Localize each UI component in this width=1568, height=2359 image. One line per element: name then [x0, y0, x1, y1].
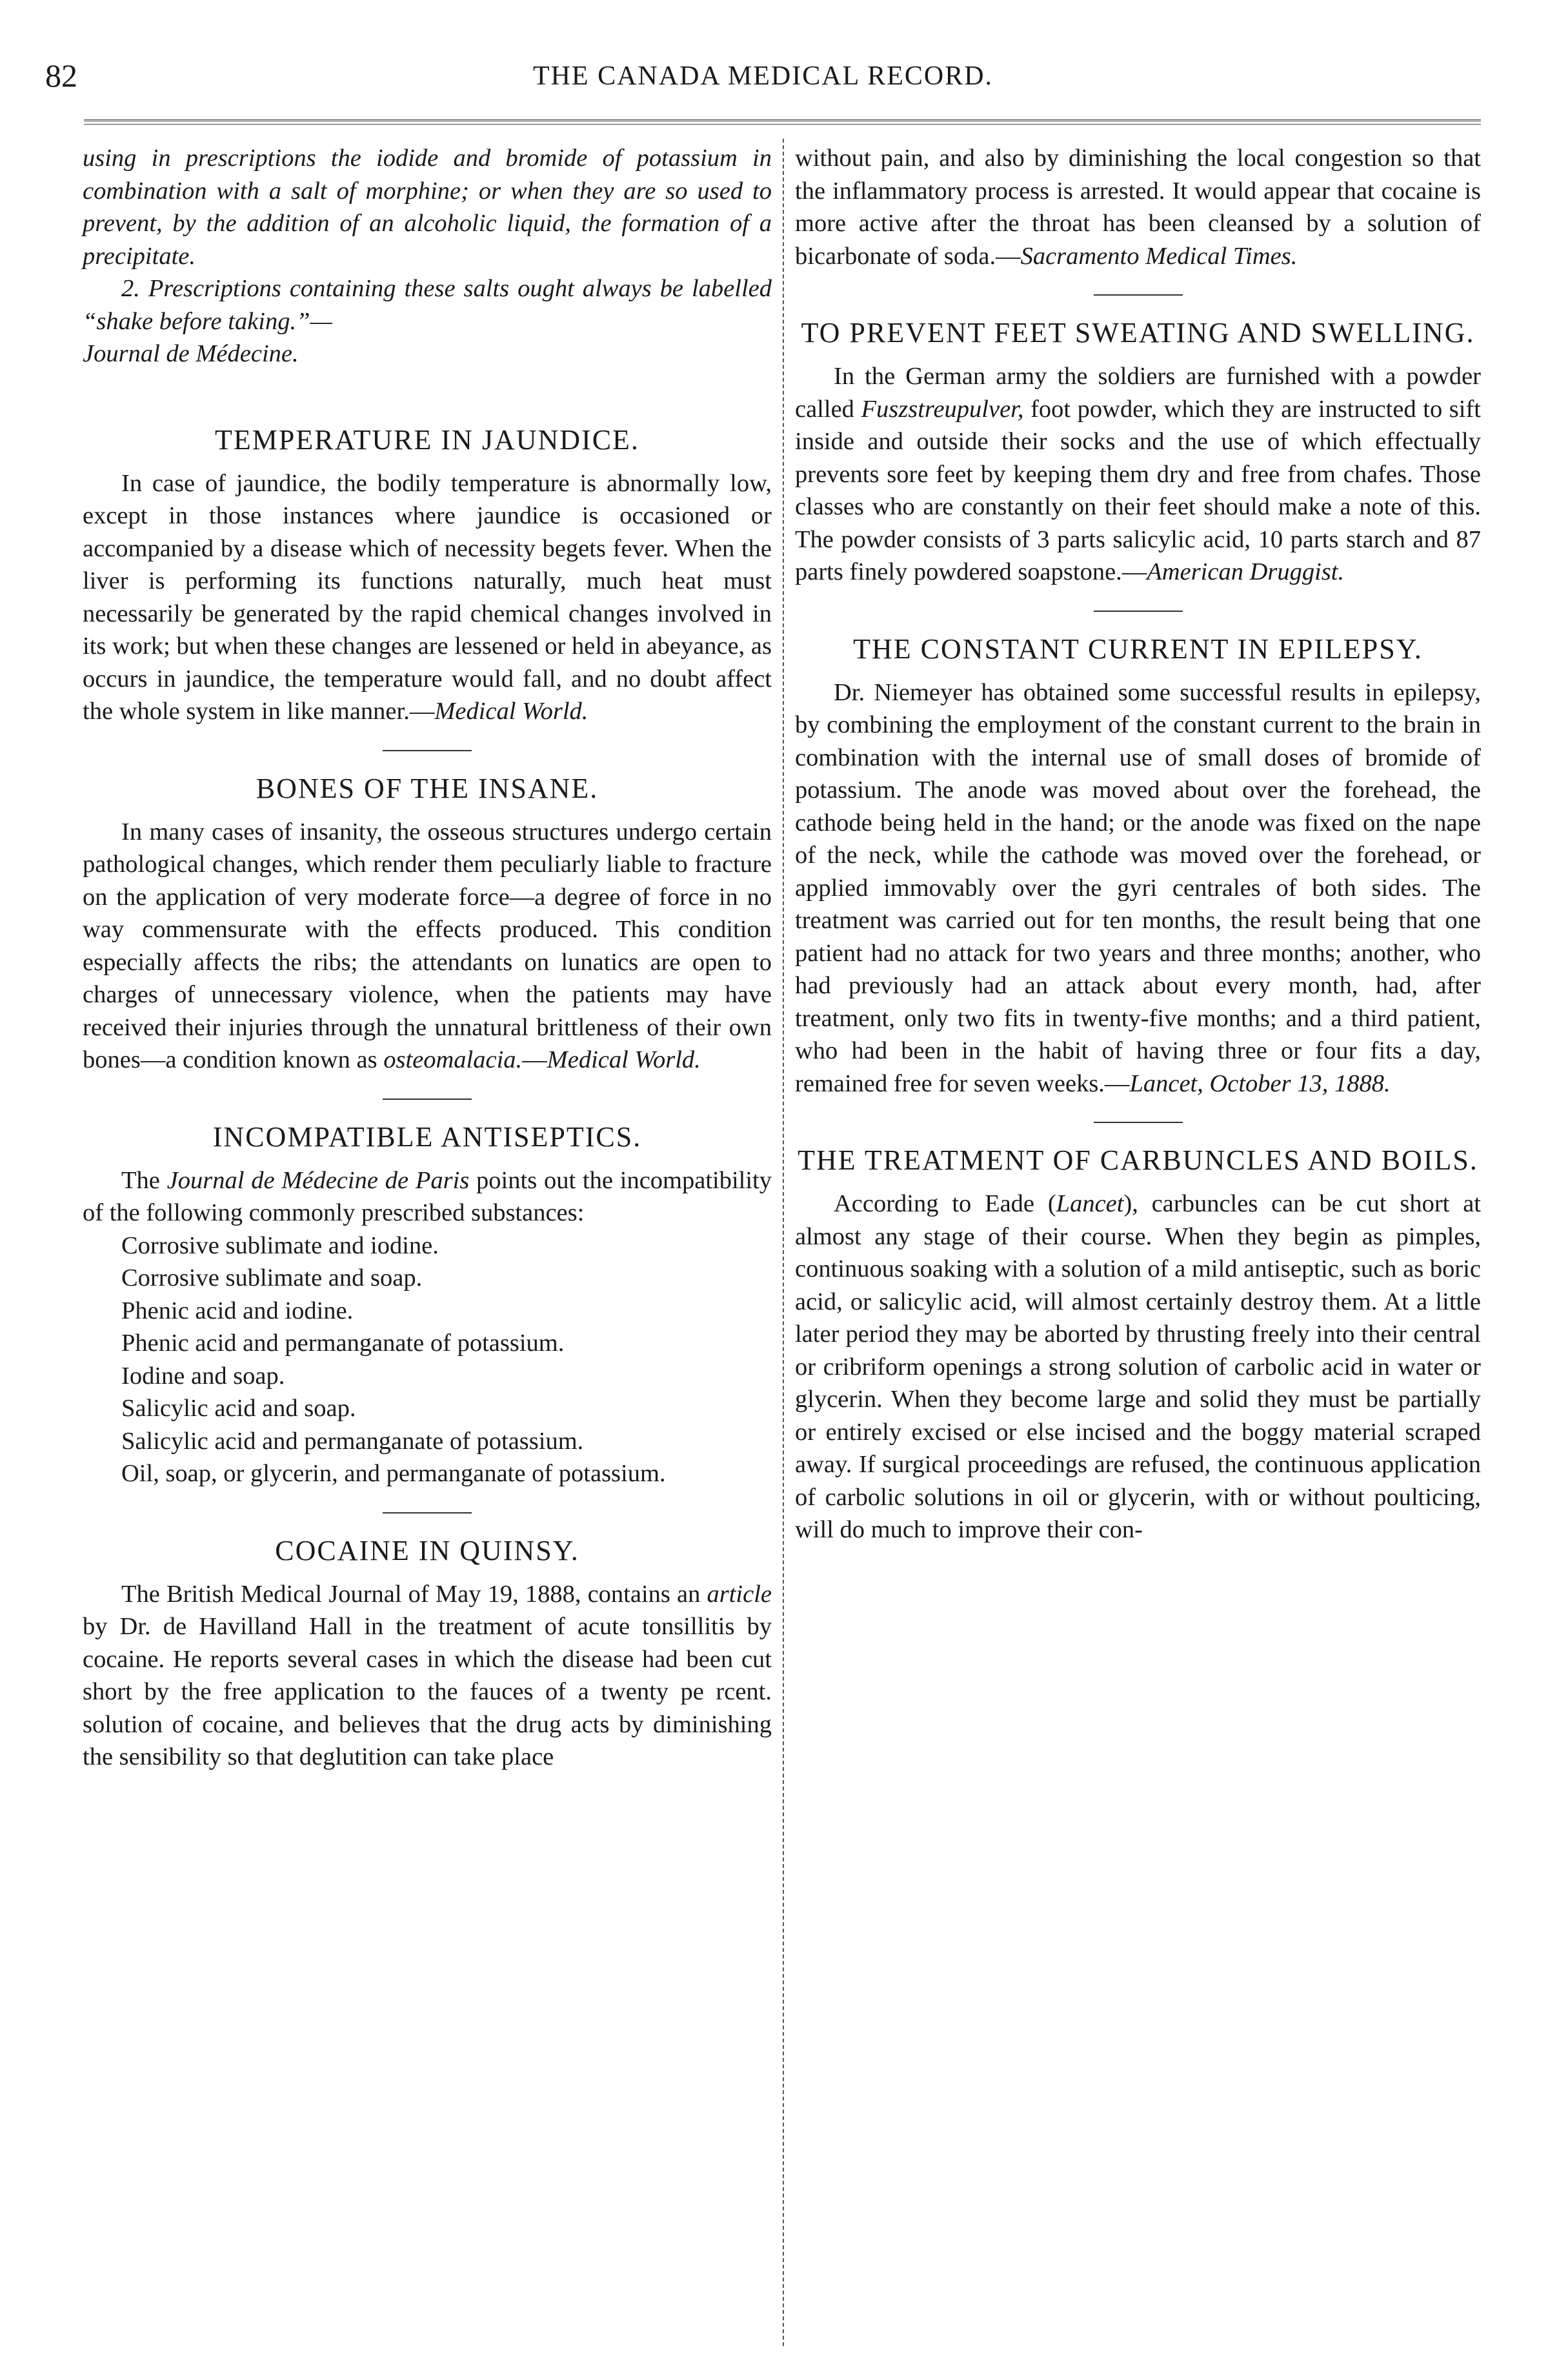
- list-item: Iodine and soap.: [121, 1362, 285, 1390]
- prescription-note: [83, 272, 772, 338]
- lancet-ref: Lancet: [1056, 1190, 1124, 1217]
- article-epilepsy-text: Dr. Niemeyer has obtained some successful results in epilepsy, by combining the employment of the constant current to the brain in combination with the internal use of small doses of bromide of potassium. The anode was moved about over the forehead, the cathode being held in the hand; or the anode was fixed on the nape of the neck, while the cathode was moved over the forehead, or applied immovably over the gyri centrales of both sides. The treatment was carried out for ten months, the result being that one patient had no attack for two years and three months; another, who had previously had an attack about every month, had, after treatment, only two fits in twenty-five months; and a third patient, who had been in the habit of having three or four fits a day, remained free for seven weeks.—: [795, 678, 1481, 1097]
- list-item: Salicylic acid and soap.: [121, 1395, 356, 1422]
- right-column: [795, 142, 1481, 1546]
- list-item: Corrosive sublimate and iodine.: [121, 1231, 439, 1259]
- term-powder-name: Fuszstreupulver,: [861, 395, 1024, 423]
- source-citation: Sacramento Medical Times.: [1020, 242, 1298, 270]
- article-epilepsy: [795, 676, 1481, 1100]
- article-jaundice-text: In case of jaundice, the bodily temperature is abnormally low, except in those instances where jaundice is occasioned or accompanied by a disease which of necessity begets fever. When the liver is performing its functions naturally, much heat must necessarily be generated by the rapid chemical changes involved in its work; but when these changes are lessened or held in abeyance, as occurs in jaundice, the temperature would fall, and no doubt affect the whole system in like manner.—: [83, 469, 772, 725]
- heading-epilepsy: THE CONSTANT CURRENT IN EPILEPSY.: [853, 633, 1423, 665]
- source-citation: Lancet, October 13, 1888.: [1129, 1069, 1391, 1097]
- article-feet-text-rest: foot powder, which they are instructed to sift inside and outside their socks and the use of which effectually prevents sore feet by keeping them dry and free from chafes. Those classes who are constantly on their feet should make a note of this. The powder consists of 3 parts salicylic acid, 10 parts starch and 87 parts finely powdered soapstone.—: [795, 395, 1481, 585]
- source-citation: Medical World.: [547, 1046, 701, 1073]
- page-number: 82: [45, 57, 77, 94]
- continued-text: using in prescriptions the iodide and bromide of potassium in combination with a salt of morphine; or when they are so used to prevent, by the addition of an alcoholic liquid, the formation of a precipitate.: [83, 145, 772, 270]
- article-bones: [83, 816, 772, 1077]
- source-citation: American Druggist.: [1147, 558, 1345, 585]
- article-carbuncles-text-rest: ), carbuncles can be cut short at almost any stage of their course. When they begin as pimples, continuous soaking with a solution of a mild antiseptic, such as boric acid, or salicylic acid, will almost certainly destroy them. At a little later period they may be aborted by thrusting freely into their central or cribriform openings a strong solution of carbolic acid in water or glycerin. When they become large and solid they must be partially or entirely excised or else incised and the boggy material scraped away. If surgical proceedings are refused, the continuous application of carbolic solutions in oil or glycerin, with or without poulticing, will do much to improve their con-: [795, 1190, 1481, 1543]
- list-item: Corrosive sublimate and soap.: [121, 1264, 423, 1291]
- article-carbuncles: [795, 1188, 1481, 1546]
- page-header: [45, 57, 1481, 102]
- article-cocaine-continued: [795, 142, 1481, 272]
- source-citation: Journal de Médecine.: [83, 340, 299, 367]
- article-cocaine-text-rest: by Dr. de Havilland Hall in the treatment of acute tonsillitis by cocaine. He reports several cases in which the disease had been cut short by the free application to the fauces of a twenty pe rcent. solution of cocaine, and believes that the drug acts by diminishing the sensibility so that deglutition can take place: [83, 1613, 772, 1770]
- incompatible-list: [83, 1230, 772, 1490]
- heading-feet: TO PREVENT FEET SWEATING AND SWELLING.: [801, 317, 1475, 349]
- list-item: Phenic acid and iodine.: [121, 1297, 354, 1324]
- article-carbuncles-text: According to Eade (: [834, 1190, 1056, 1217]
- article-cocaine-text: The British Medical Journal of May 19, 1888, contains an: [121, 1580, 707, 1608]
- header-rule: [84, 119, 1481, 125]
- source-line: [83, 338, 772, 370]
- source-citation: Medical World.: [434, 698, 588, 725]
- article-jaundice: [83, 467, 772, 728]
- left-column: [83, 142, 772, 1774]
- heading-antiseptics: INCOMPATIBLE ANTISEPTICS.: [212, 1120, 642, 1153]
- dash: —: [522, 1046, 547, 1073]
- heading-bones: BONES OF THE INSANE.: [256, 772, 599, 804]
- prescription-note-text: 2. Prescriptions containing these salts ought always be labelled “shake before taking.”—: [83, 275, 772, 335]
- running-head: THE CANADA MEDICAL RECORD.: [532, 61, 994, 91]
- list-item: Oil, soap, or glycerin, and permanganate of potassium.: [121, 1460, 666, 1487]
- continued-paragraph: [83, 142, 772, 272]
- heading-carbuncles: THE TREATMENT OF CARBUNCLES AND BOILS.: [798, 1144, 1478, 1176]
- intro-text: The: [121, 1166, 167, 1194]
- article-word: article: [707, 1580, 772, 1608]
- article-feet: [795, 360, 1481, 589]
- heading-jaundice: TEMPERATURE IN JAUNDICE.: [215, 423, 639, 456]
- list-item: Salicylic acid and permanganate of potassium.: [121, 1427, 584, 1455]
- list-item: Phenic acid and permanganate of potassium.: [121, 1330, 565, 1357]
- heading-cocaine: COCAINE IN QUINSY.: [275, 1534, 579, 1566]
- article-antiseptics-intro: [83, 1164, 772, 1230]
- intro-text-rest: points out the incompatibility of the following commonly prescribed substances:: [83, 1166, 772, 1226]
- article-cocaine: [83, 1578, 772, 1774]
- article-feet-text: In the German army the soldiers are furnished with a powder called: [795, 363, 1481, 423]
- article-bones-text: In many cases of insanity, the osseous structures undergo certain pathological changes, which render them peculiarly liable to fracture on the application of very moderate force—a degree of force in no way commensurate with the effects produced. This condition especially affects the ribs; the attendants on lunatics are open to charges of unnecessary violence, when the patients may have received their injuries through the unnatural brittleness of their own bones—a condition known as: [83, 818, 772, 1073]
- term-osteomalacia: osteomalacia.: [383, 1046, 523, 1073]
- article-cocaine-continued-text: without pain, and also by diminishing the local congestion so that the inflammatory process is arrested. It would appear that cocaine is more active after the throat has been cleansed by a solution of bicarbonate of soda.—: [795, 145, 1481, 270]
- journal-name: Journal de Médecine de Paris: [166, 1166, 470, 1194]
- column-divider: [783, 139, 784, 2346]
